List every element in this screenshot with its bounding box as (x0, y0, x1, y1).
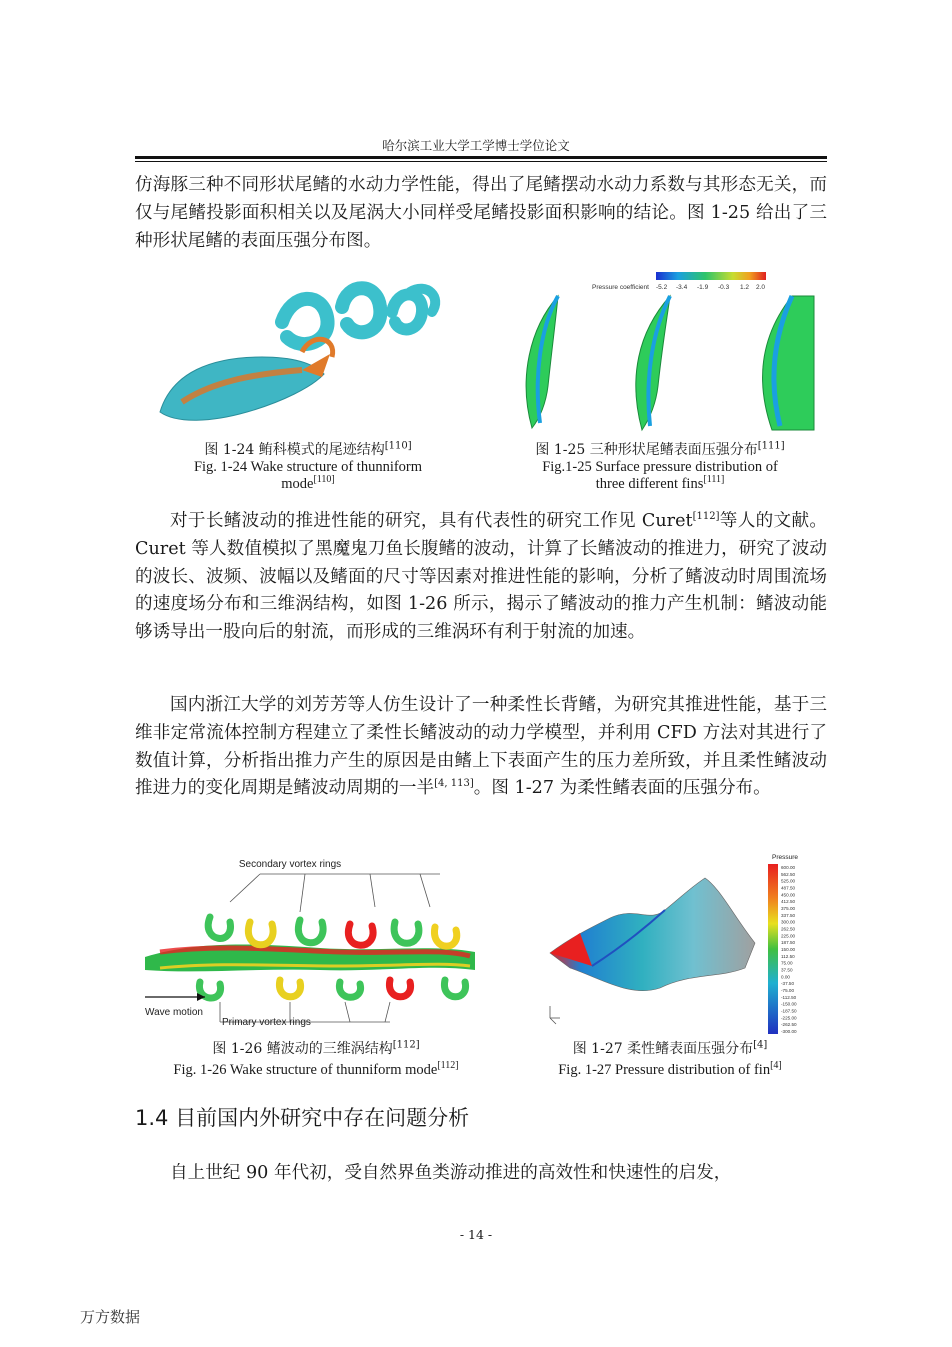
figure-1-25-image (500, 268, 816, 434)
paragraph-3: 国内浙江大学的刘芳芳等人仿生设计了一种柔性长背鳍，为研究其推进性能，基于三维非定常流体控制方程建立了柔性长鳍波动的动力学模型，并利用 CFD 方法对其进行了数值计算，分析指出推力产生的原因是由鳍上下表面产生的压力差所致，并且柔性鳍波动推进力的变化周期是鳍波动周期的一半[4, 113]。图 1-27 为柔性鳍表面的压强分布。 (135, 695, 827, 799)
legend-tick: -187.50 (781, 1008, 797, 1014)
legend-tick: 337.50 (781, 912, 796, 918)
caption-fig-1-26: 图 1-26 鳍波动的三维涡结构[112] Fig. 1-26 Wake structure of thunniform mode[112] (173, 1039, 459, 1078)
caption-fig-1-24: 图 1-24 鲔科模式的尾迹结构[110] Fig. 1-24 Wake structure of thunniform mode[110] (193, 440, 423, 492)
flexible-fin-surface (550, 878, 755, 991)
figure-1-27-image (540, 848, 812, 1036)
paragraph-1: 仿海豚三种不同形状尾鳍的水动力学性能，得出了尾鳍摆动水动力系数与其形态无关，而仅与尾鳍投影面积相关以及尾涡大小同样受尾鳍投影面积影响的结论。图 1-25 给出了三种形状尾鳍的表面压强分布图。 (135, 175, 827, 251)
legend-tick: 75.00 (781, 960, 793, 966)
watermark: 万方数据 (80, 1308, 141, 1326)
legend-tick: 600.00 (781, 865, 796, 870)
legend-tick: 112.50 (781, 953, 795, 959)
legend-tick: -150.00 (781, 1001, 797, 1007)
fin-shape-2 (636, 296, 670, 430)
paragraph-4: 自上世纪 90 年代初，受自然界鱼类游动推进的高效性和快速性的启发， (170, 1163, 732, 1183)
legend-tick: -0.3 (718, 284, 730, 291)
paragraph-2: 对于长鳍波动的推进性能的研究，具有代表性的研究工作见 Curet[112]等人的文献。Curet 等人数值模拟了黑魔鬼刀鱼长腹鳍的波动，计算了长鳍波动的推进力，研究了波动的波长、波频、波幅以及鳍面的尺寸等因素对推进性能的影响，分析了鳍波动时周围流场的速度场分布和三维涡结构，如图 1-26 所示，揭示了鳍波动的推力产生机制：鳍波动能够诱导出一股向后的射流，而形成的三维涡环有利于射流的加速。 (135, 511, 827, 643)
pressure-colorbar (768, 864, 778, 1034)
section-heading: 1.4 目前国内外研究中存在问题分析 (135, 1106, 470, 1130)
legend-tick: 150.00 (781, 947, 796, 952)
legend-tick: 2.0 (756, 284, 766, 291)
label-primary-vortex: Primary vortex rings (222, 1017, 311, 1028)
legend-tick: -75.00 (781, 988, 795, 993)
legend-tick: 225.00 (781, 933, 796, 939)
fin-shape-1 (526, 296, 558, 428)
label-secondary-vortex: Secondary vortex rings (238, 859, 342, 870)
legend-tick: 525.00 (781, 878, 796, 884)
header-rule-thin (135, 161, 827, 162)
legend-tick: -1.9 (697, 284, 709, 291)
legend-tick: -112.50 (781, 994, 797, 1000)
figure-1-24-image (152, 262, 458, 434)
legend-tick: 412.50 (781, 899, 796, 905)
legend-tick: -37.50 (781, 981, 795, 987)
fin-shape-3 (762, 296, 814, 430)
pressure-colorbar (656, 272, 766, 280)
figure-1-26-image (140, 852, 482, 1038)
legend-tick: 1.2 (740, 284, 750, 291)
label-wave-motion: Wave motion (145, 1007, 203, 1018)
legend-tick: 0.00 (781, 974, 790, 980)
legend-tick: 187.50 (781, 940, 796, 946)
caption-fig-1-27: 图 1-27 柔性鳍表面压强分布[4] Fig. 1-27 Pressure distribution of fin[4] (558, 1039, 782, 1078)
legend-tick: -300.00 (781, 1029, 797, 1034)
legend-tick: 487.50 (781, 885, 796, 891)
thunniform-wake-illustration (152, 262, 458, 434)
legend-tick: 450.00 (781, 892, 796, 898)
page-number: - 14 - (459, 1227, 493, 1242)
running-header: 哈尔滨工业大学工学博士学位论文 (382, 138, 570, 153)
caption-cn: 图 1-24 鲔科模式的尾迹结构 (204, 442, 385, 458)
legend-tick: -3.4 (676, 284, 688, 291)
legend-title: Pressure coefficient (592, 284, 649, 291)
legend-tick: 262.50 (781, 926, 796, 932)
legend-tick: 375.00 (781, 906, 796, 911)
legend-tick: 300.00 (781, 919, 796, 925)
caption-fig-1-25: 图 1-25 三种形状尾鳍表面压强分布[111] Fig.1-25 Surface pressure distribution of three different fins[111] (535, 440, 785, 492)
legend-tick: -225.00 (781, 1015, 797, 1021)
legend-title: Pressure (772, 854, 799, 861)
legend-tick: 562.50 (781, 871, 796, 877)
legend-tick: -5.2 (656, 284, 668, 291)
legend-tick: -262.50 (781, 1022, 797, 1028)
legend-tick: 37.50 (781, 967, 793, 973)
header-rule-thick (135, 156, 827, 159)
